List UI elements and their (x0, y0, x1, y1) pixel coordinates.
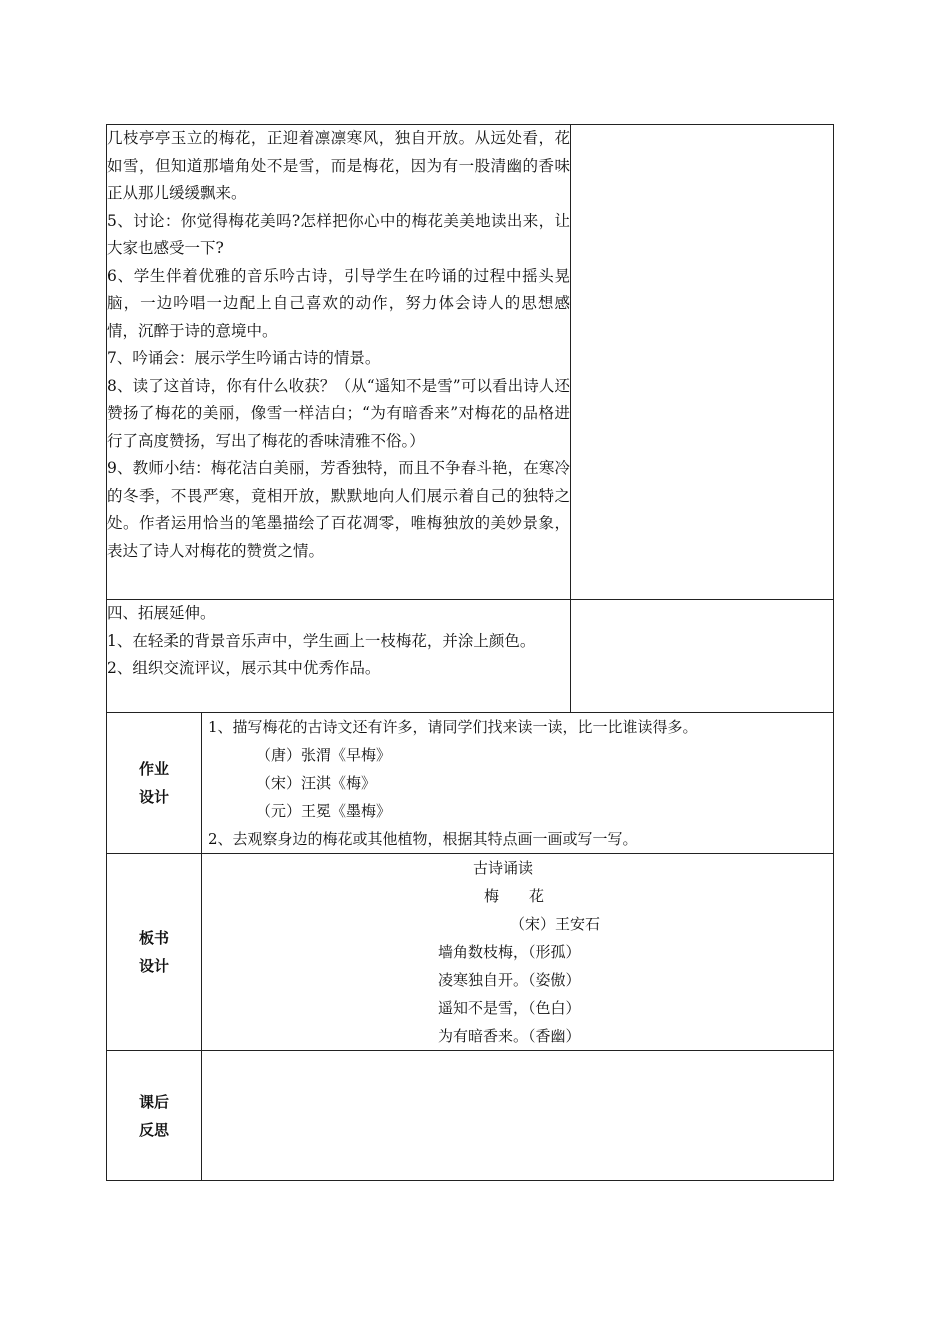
process-paragraph: 6、学生伴着优雅的音乐吟古诗，引导学生在吟诵的过程中摇头晃脑，一边吟唱一边配上自己喜欢的动作，努力体会诗人的思想感情，沉醉于诗的意境中。 (107, 266, 570, 340)
board-heading: 古诗诵读 (473, 859, 534, 877)
process-row (107, 125, 834, 600)
board-poem-title: 梅 花 (484, 887, 545, 905)
process-notes-cell (571, 125, 834, 600)
process-paragraph: 9、教师小结：梅花洁白美丽，芳香独特，而且不争春斗艳，在寒冷的冬季，不畏严寒，竟相开放，默默地向人们展示着自己的独特之处。作者运用恰当的笔墨描绘了百花凋零，唯梅独放的美妙景象，表达了诗人对梅花的赞赏之情。 (107, 459, 570, 560)
homework-label: 作业 设计 (107, 713, 202, 854)
board-author: （宋）王安石 (510, 915, 601, 933)
extension-item: 2、组织交流评议，展示其中优秀作品。 (107, 659, 381, 677)
board-line: 遥知不是雪，（色白） (438, 999, 581, 1017)
process-paragraph: 几枝亭亭玉立的梅花，正迎着凛凛寒风，独自开放。从远处看，花如雪，但知道那墙角处不是雪，而是梅花，因为有一股清幽的香味正从那儿缓缓飘来。 (107, 129, 570, 202)
extension-item: 1、在轻柔的背景音乐声中，学生画上一枝梅花，并涂上颜色。 (107, 631, 536, 650)
board-line: 为有暗香来。（香幽） (438, 1027, 581, 1045)
board-content (202, 854, 834, 1051)
homework-poem: （唐）张渭《早梅》 (256, 746, 392, 764)
extension-heading: 四、拓展延伸。 (107, 604, 216, 622)
process-paragraph: 7、吟诵会：展示学生吟诵古诗的情景。 (107, 349, 381, 367)
homework-poem: （元）王冕《墨梅》 (256, 802, 392, 820)
extension-cell (107, 600, 571, 713)
extension-notes-cell (571, 600, 834, 713)
homework-content (202, 713, 834, 854)
homework-item-1: 1、描写梅花的古诗文还有许多，请同学们找来读一读，比一比谁读得多。 (208, 718, 698, 736)
reflection-content (202, 1051, 834, 1181)
extension-row (107, 600, 834, 713)
process-paragraph: 8、读了这首诗，你有什么收获？（从“遥知不是雪”可以看出诗人还赞扬了梅花的美丽，像雪一样洁白；“为有暗香来”对梅花的品格进行了高度赞扬，写出了梅花的香味清雅不俗。） (107, 376, 570, 450)
lesson-plan-table (106, 124, 834, 1181)
process-paragraph: 5、讨论：你觉得梅花美吗?怎样把你心中的梅花美美地读出来，让大家也感受一下? (107, 211, 570, 257)
reflection-label: 课后 反思 (107, 1051, 202, 1181)
board-label: 板书 设计 (107, 854, 202, 1051)
reflection-row (107, 1051, 834, 1181)
blackboard-design (208, 854, 827, 1050)
homework-row (107, 713, 834, 854)
homework-item-2: 2、去观察身边的梅花或其他植物，根据其特点画一画或写一写。 (208, 830, 638, 848)
board-row (107, 854, 834, 1051)
homework-poem: （宋）汪淇《梅》 (256, 774, 377, 792)
process-cell (107, 125, 571, 600)
board-line: 墙角数枝梅，（形孤） (438, 943, 581, 961)
board-line: 凌寒独自开。（姿傲） (438, 971, 581, 989)
